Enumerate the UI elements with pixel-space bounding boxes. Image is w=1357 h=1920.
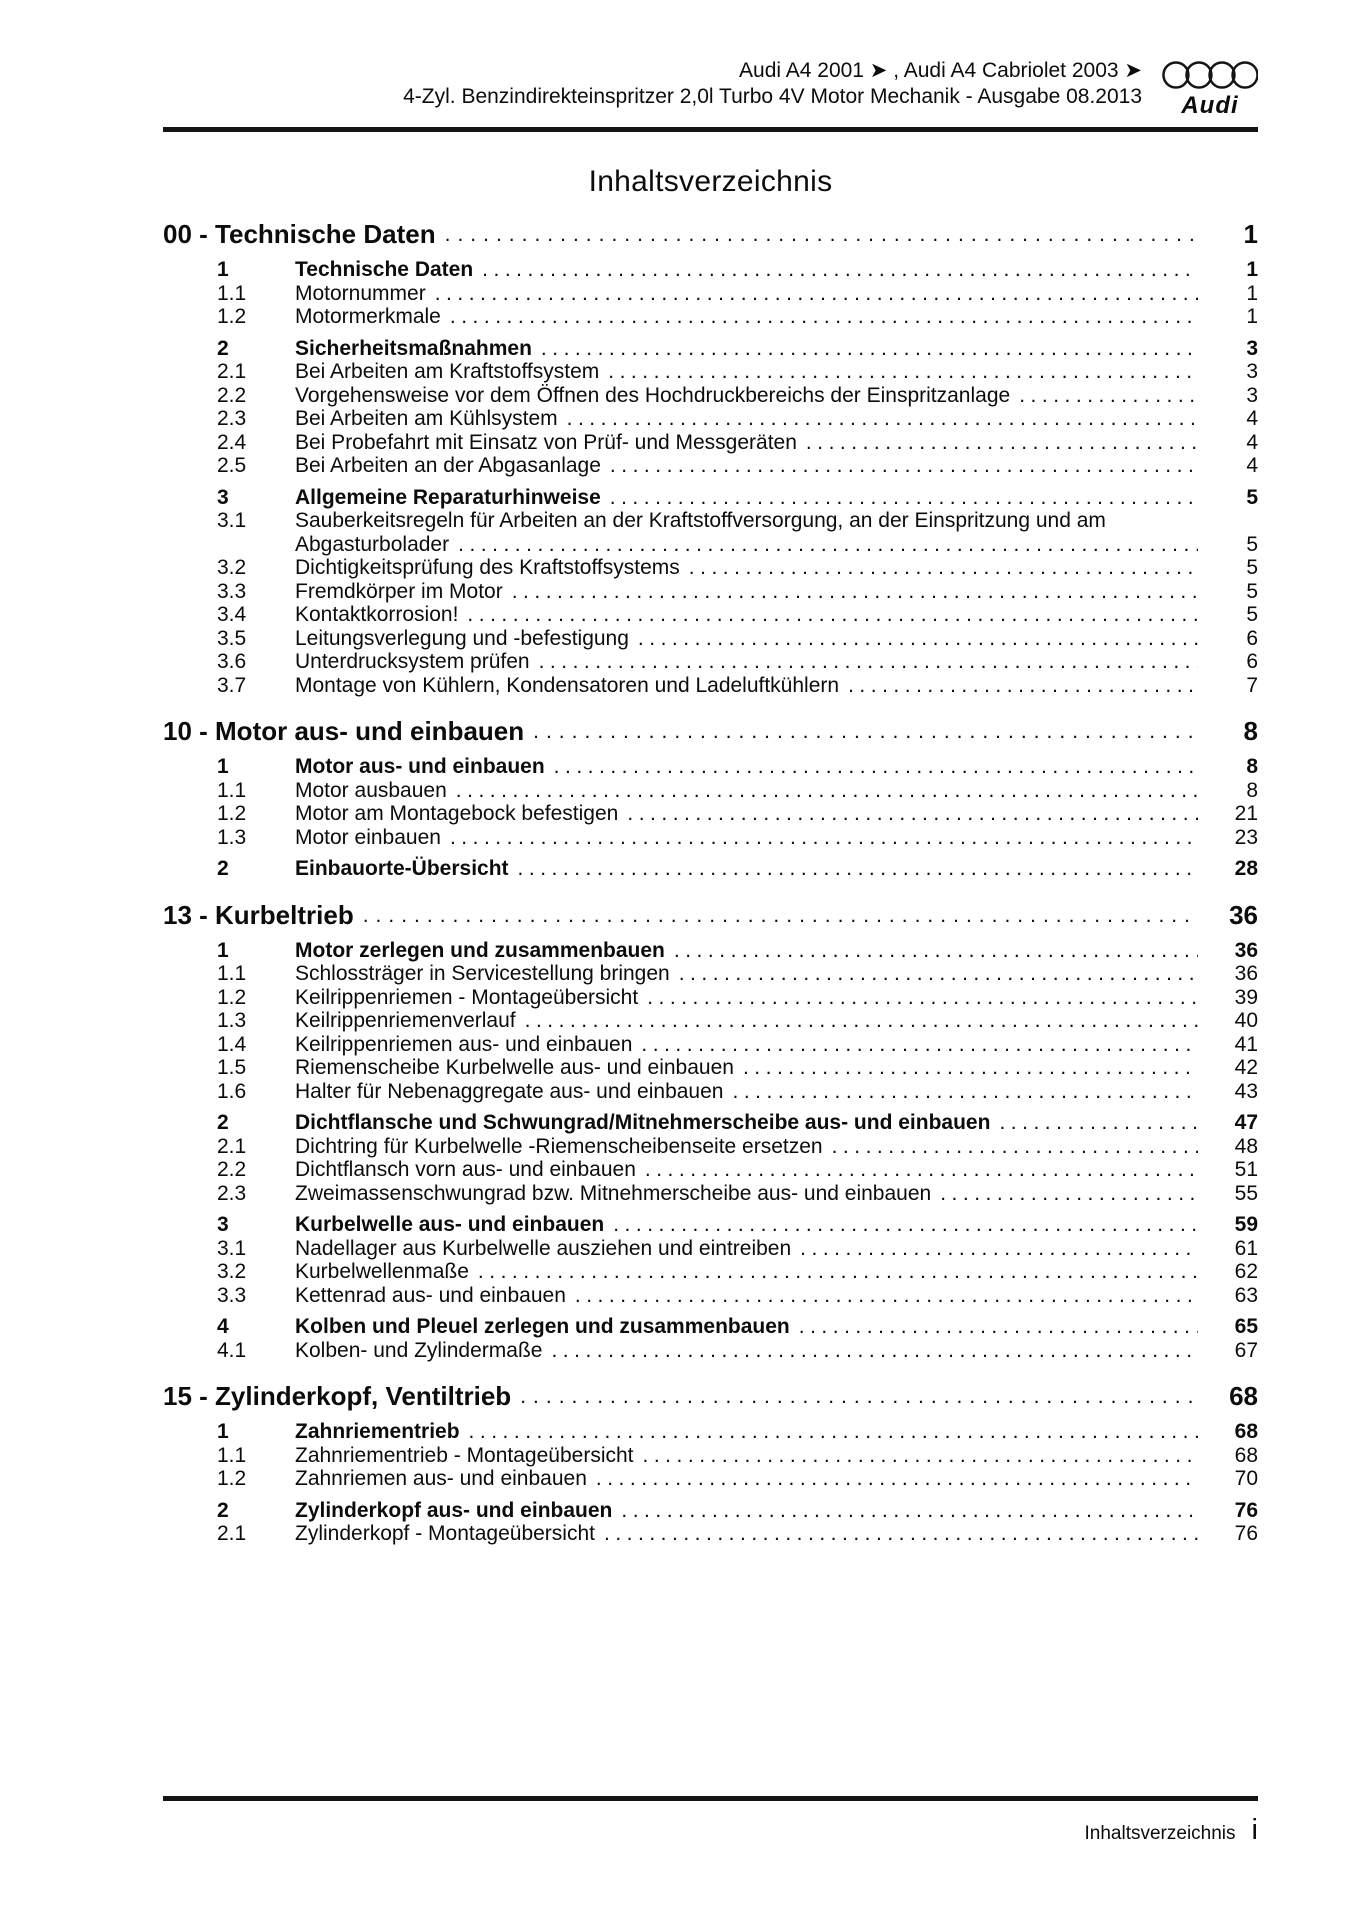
toc-entry-page: 3 (1246, 336, 1258, 360)
footer-section-label: Inhaltsverzeichnis (1084, 1823, 1236, 1844)
toc-entry-number: 1.2 (217, 305, 247, 328)
toc-entry (163, 779, 1258, 803)
toc-entry-title: Motor ausbauen (295, 778, 447, 802)
toc-entry-title: Schlossträger in Servicestellung bringen (295, 962, 670, 985)
toc-entry-number: 2.2 (217, 383, 247, 407)
dot-leader (445, 217, 1198, 250)
toc-entry-title: Dichtflansch vorn aus- und einbauen (295, 1158, 636, 1181)
toc-entry-title: Montage von Kühlern, Kondensatoren und Ladeluftkühlern (295, 673, 840, 697)
toc-entry-page: 5 (1246, 579, 1258, 603)
toc-entry (163, 1237, 1258, 1261)
toc-entry-number: 4 (217, 1315, 229, 1338)
dot-leader (643, 1444, 1198, 1468)
toc-entry-title: Kolben- und Zylindermaße (295, 1338, 543, 1362)
toc-entry-title: Nadellager aus Kurbelwelle ausziehen und eintreiben (295, 1236, 792, 1260)
toc-entry (163, 1260, 1258, 1284)
toc-entry-page: 68 (1234, 1420, 1258, 1443)
toc-entry-number: 1.4 (217, 1032, 247, 1056)
dot-leader (450, 305, 1198, 329)
toc-entry-page: 5 (1246, 556, 1258, 579)
toc-entry-title: Kettenrad aus- und einbauen (295, 1283, 566, 1307)
toc (163, 217, 1258, 1546)
toc-entry (163, 337, 1258, 361)
toc-entry-number: 3.7 (217, 673, 247, 697)
toc-entry (163, 627, 1258, 651)
dot-leader (539, 650, 1198, 674)
toc-entry-page: 36 (1234, 938, 1258, 962)
page-footer (1085, 1814, 1258, 1847)
toc-entry-number: 1 (217, 755, 229, 778)
toc-entry-page: 3 (1246, 360, 1258, 383)
toc-chapter-page: 68 (1229, 1381, 1258, 1411)
toc-entry-number: 1.3 (217, 1009, 247, 1032)
dot-leader (832, 1135, 1198, 1159)
toc-entry-page: 28 (1234, 857, 1258, 880)
footer-page-number: i (1251, 1814, 1258, 1846)
header-line1: Audi A4 2001 ➤ , Audi A4 Cabriolet 2003 ➤ (739, 59, 1142, 82)
toc-entry-title: Leitungsverlegung und -befestigung (295, 626, 629, 650)
dot-leader (554, 755, 1198, 779)
toc-entry-title: Motor am Montagebock befestigen (295, 802, 619, 825)
toc-entry (163, 454, 1258, 478)
toc-entry (163, 258, 1258, 282)
dot-leader (525, 1009, 1198, 1033)
dot-leader (645, 1158, 1198, 1182)
toc-entry-number: 1.1 (217, 281, 247, 305)
toc-entry-page: 39 (1234, 985, 1258, 1009)
toc-entry-number: 3.3 (217, 579, 247, 603)
toc-chapter-page: 1 (1243, 219, 1258, 249)
toc-entry-number: 2 (217, 1111, 229, 1134)
toc-entry-number: 3.3 (217, 1283, 247, 1307)
toc-entry-title: Motor einbauen (295, 825, 441, 849)
toc-entry-title: Zylinderkopf - Montageübersicht (295, 1522, 595, 1545)
toc-chapter-row (163, 1379, 1258, 1412)
toc-entry-page: 23 (1234, 825, 1258, 849)
toc-entry-number: 1 (217, 938, 229, 962)
toc-entry-number: 2.3 (217, 407, 247, 430)
toc-entry-number: 1.1 (217, 778, 247, 802)
toc-entry (163, 603, 1258, 627)
toc-entry-title: Motor aus- und einbauen (295, 755, 545, 778)
toc-entry (163, 755, 1258, 779)
toc-entry-title: Dichtflansche und Schwungrad/Mitnehmerscheibe aus- und einbauen (295, 1111, 991, 1134)
audi-wordmark: Audi (1181, 92, 1239, 119)
toc-entry-title: Fremdkörper im Motor (295, 579, 503, 603)
toc-entry-page: 6 (1246, 650, 1258, 673)
toc-entry (163, 1213, 1258, 1237)
toc-entry-title: Zahnriementrieb (295, 1420, 460, 1443)
toc-entry (163, 1315, 1258, 1339)
toc-entry-number: 2.1 (217, 1522, 247, 1545)
toc-entry-number: 3 (217, 1213, 229, 1236)
toc-entry-title: Allgemeine Reparaturhinweise (295, 485, 601, 509)
dot-leader (638, 627, 1198, 651)
toc-entry-page: 76 (1234, 1498, 1258, 1522)
toc-entry-number: 1.2 (217, 802, 247, 825)
dot-leader (799, 1315, 1198, 1339)
dot-leader (627, 802, 1198, 826)
toc-entry (163, 1056, 1258, 1080)
toc-entry-title: Halter für Nebenaggregate aus- und einbauen (295, 1079, 724, 1103)
dot-leader (679, 962, 1198, 986)
toc-entry-title: Zahnriementrieb - Montageübersicht (295, 1443, 634, 1467)
page-title: Inhaltsverzeichnis (588, 165, 833, 198)
toc-entry-number: 2.5 (217, 454, 247, 477)
header-model-info (403, 58, 1142, 110)
toc-entry-title: Sicherheitsmaßnahmen (295, 336, 532, 360)
toc-entry-title: Dichtring für Kurbelwelle -Riemenscheibenseite ersetzen (295, 1134, 823, 1158)
toc-entry-number: 1.6 (217, 1079, 247, 1103)
dot-leader (533, 714, 1198, 747)
toc-entry-page: 8 (1246, 755, 1258, 778)
toc-entry-title: Motor zerlegen und zusammenbauen (295, 938, 665, 962)
toc-entry-page: 76 (1234, 1522, 1258, 1545)
toc-entry-number: 2 (217, 857, 229, 880)
dot-leader (848, 674, 1198, 698)
toc-entry-title: Technische Daten (295, 258, 474, 281)
toc-entry-number: 1.1 (217, 962, 247, 985)
toc-entry (163, 580, 1258, 604)
toc-entry (163, 1499, 1258, 1523)
toc-entry (163, 1009, 1258, 1033)
toc-entry-page: 5 (1246, 532, 1258, 556)
dot-leader (518, 857, 1198, 881)
toc-entry-page: 8 (1246, 778, 1258, 802)
toc-entry-title: Dichtigkeitsprüfung des Kraftstoffsystems (295, 556, 680, 579)
toc-entry-page: 43 (1234, 1079, 1258, 1103)
dot-leader (478, 1260, 1198, 1284)
toc-entry-page: 3 (1246, 383, 1258, 407)
toc-entry-page: 51 (1234, 1158, 1258, 1181)
audi-rings-icon (1162, 58, 1258, 92)
dot-leader (610, 486, 1198, 510)
toc-entry (163, 384, 1258, 408)
toc-entry (163, 1420, 1258, 1444)
toc-entry-number: 2 (217, 336, 229, 360)
toc-entry (163, 650, 1258, 674)
toc-entry (163, 305, 1258, 329)
toc-entry-title: Vorgehensweise vor dem Öffnen des Hochdruckbereichs der Einspritzanlage (295, 383, 1011, 407)
toc-entry (163, 1182, 1258, 1206)
toc-chapter-page: 36 (1229, 899, 1258, 930)
toc-entry-title: Einbauorte-Übersicht (295, 857, 509, 880)
dot-leader (363, 898, 1198, 931)
toc-entry (163, 1033, 1258, 1057)
toc-entry-page: 70 (1234, 1467, 1258, 1490)
toc-entry (163, 1080, 1258, 1104)
toc-entry-title: Abgasturbolader (295, 532, 450, 556)
toc-entry-title: Motornummer (295, 281, 426, 305)
toc-entry-number: 2 (217, 1498, 229, 1522)
dot-leader (743, 1056, 1198, 1080)
toc-entry-number: 1.5 (217, 1056, 247, 1079)
toc-entry-page: 67 (1234, 1338, 1258, 1362)
toc-entry (163, 1158, 1258, 1182)
toc-entry-number: 1.3 (217, 825, 247, 849)
dot-leader (469, 1420, 1198, 1444)
toc-entry-title: Riemenscheibe Kurbelwelle aus- und einbauen (295, 1056, 734, 1079)
toc-entry-title: Bei Arbeiten am Kraftstoffsystem (295, 360, 600, 383)
dot-leader (608, 360, 1198, 384)
toc-entry (163, 962, 1258, 986)
toc-chapter-label: 00 - Technische Daten (163, 219, 436, 249)
toc-entry (163, 674, 1258, 698)
toc-entry (163, 509, 1258, 533)
toc-entry-page: 4 (1246, 430, 1258, 454)
toc-entry-title: Zweimassenschwungrad bzw. Mitnehmerscheibe aus- und einbauen (295, 1181, 932, 1205)
dot-leader (596, 1467, 1198, 1491)
toc-entry-number: 3.4 (217, 603, 247, 626)
toc-entry-title: Kurbelwellenmaße (295, 1260, 469, 1283)
dot-leader (647, 986, 1198, 1010)
toc-entry-number: 2.4 (217, 430, 247, 454)
toc-entry-page: 40 (1234, 1009, 1258, 1032)
toc-entry (163, 939, 1258, 963)
toc-entry (163, 431, 1258, 455)
toc-entry-page: 1 (1246, 305, 1258, 328)
toc-entry-number: 2.3 (217, 1181, 247, 1205)
toc-entry-page: 4 (1246, 407, 1258, 430)
toc-entry-number: 3.5 (217, 626, 247, 650)
toc-entry-page: 68 (1234, 1443, 1258, 1467)
toc-entry-title: Kontaktkorrosion! (295, 603, 459, 626)
dot-leader (1019, 384, 1198, 408)
toc-entry-title: Kurbelwelle aus- und einbauen (295, 1213, 605, 1236)
footer-divider (163, 1796, 1258, 1801)
toc-entry-page: 59 (1234, 1213, 1258, 1236)
toc-entry-number: 1 (217, 1420, 229, 1443)
toc-entry-page: 1 (1246, 258, 1258, 281)
dot-leader (610, 454, 1198, 478)
toc-entry-number: 3 (217, 485, 229, 509)
toc-entry (163, 486, 1258, 510)
toc-chapter-row (163, 714, 1258, 747)
toc-entry (163, 1467, 1258, 1491)
toc-chapter-label: 15 - Zylinderkopf, Ventiltrieb (163, 1381, 512, 1411)
toc-entry-page: 7 (1246, 673, 1258, 697)
toc-entry-page: 5 (1246, 603, 1258, 626)
toc-entry-page: 47 (1234, 1111, 1258, 1134)
toc-entry-title: Zahnriemen aus- und einbauen (295, 1467, 587, 1490)
toc-entry (163, 360, 1258, 384)
toc-entry-page: 6 (1246, 626, 1258, 650)
toc-entry-number: 3.2 (217, 1260, 247, 1283)
toc-chapter-page: 8 (1243, 716, 1258, 746)
dot-leader (435, 282, 1198, 306)
toc-entry-number: 1.2 (217, 1467, 247, 1490)
toc-entry-number: 2.1 (217, 360, 247, 383)
toc-entry-page: 62 (1234, 1260, 1258, 1283)
toc-entry (163, 556, 1258, 580)
toc-entry-page: 5 (1246, 485, 1258, 509)
toc-entry-title: Sauberkeitsregeln für Arbeiten an der Kraftstoffversorgung, an der Einspritzung und am (295, 509, 1106, 532)
toc-entry-title: Bei Probefahrt mit Einsatz von Prüf- und Messgeräten (295, 430, 797, 454)
toc-entry-page: 21 (1234, 802, 1258, 825)
header-divider (163, 127, 1258, 132)
toc-entry-title: Keilrippenriemen - Montageübersicht (295, 985, 639, 1009)
toc-entry (163, 826, 1258, 850)
dot-leader (641, 1033, 1198, 1057)
dot-leader (999, 1111, 1198, 1135)
toc-chapter-label: 10 - Motor aus- und einbauen (163, 716, 525, 746)
dot-leader (467, 603, 1198, 627)
toc-entry-number: 2.1 (217, 1134, 247, 1158)
dot-leader (806, 431, 1198, 455)
dot-leader (458, 533, 1198, 557)
dot-leader (689, 556, 1198, 580)
dot-leader (482, 258, 1198, 282)
toc-entry (163, 802, 1258, 826)
dot-leader (567, 407, 1198, 431)
dot-leader (674, 939, 1198, 963)
toc-entry-title: Bei Arbeiten an der Abgasanlage (295, 454, 601, 477)
toc-entry (163, 857, 1258, 881)
page-header (163, 58, 1258, 120)
toc-entry-page: 4 (1246, 454, 1258, 477)
toc-entry-number: 1.2 (217, 985, 247, 1009)
toc-entry-number: 3.6 (217, 650, 247, 673)
toc-entry-number: 3.1 (217, 1236, 247, 1260)
toc-entry-title: Keilrippenriemen aus- und einbauen (295, 1032, 633, 1056)
header-line2: 4-Zyl. Benzindirekteinspritzer 2,0l Turbo 4V Motor Mechanik - Ausgabe 08.2013 (403, 85, 1142, 108)
toc-entry-page: 55 (1234, 1181, 1258, 1205)
toc-entry-title: Unterdrucksystem prüfen (295, 650, 530, 673)
toc-entry-page: 65 (1234, 1315, 1258, 1338)
toc-entry-number: 1 (217, 258, 229, 281)
toc-entry-title: Keilrippenriemenverlauf (295, 1009, 516, 1032)
dot-leader (604, 1522, 1198, 1546)
toc-entry (163, 1135, 1258, 1159)
dot-leader (613, 1213, 1198, 1237)
dot-leader (541, 337, 1198, 361)
dot-leader (551, 1339, 1198, 1363)
toc-chapter-row (163, 217, 1258, 250)
toc-entry-continuation (163, 533, 1258, 557)
dot-leader (800, 1237, 1198, 1261)
toc-entry-page: 63 (1234, 1283, 1258, 1307)
toc-entry (163, 407, 1258, 431)
toc-entry-title: Zylinderkopf aus- und einbauen (295, 1498, 613, 1522)
toc-entry-page: 48 (1234, 1134, 1258, 1158)
toc-entry-number: 1.1 (217, 1443, 247, 1467)
dot-leader (512, 580, 1198, 604)
dot-leader (450, 826, 1198, 850)
toc-entry-number: 3.1 (217, 509, 247, 532)
toc-entry (163, 1339, 1258, 1363)
toc-entry (163, 986, 1258, 1010)
toc-entry-number: 3.2 (217, 556, 247, 579)
toc-entry-page: 1 (1246, 281, 1258, 305)
toc-entry-page: 36 (1234, 962, 1258, 985)
dot-leader (732, 1080, 1198, 1104)
toc-chapter-row (163, 898, 1258, 931)
toc-entry-title: Motormerkmale (295, 305, 441, 328)
toc-entry-page: 42 (1234, 1056, 1258, 1079)
toc-entry-title: Kolben und Pleuel zerlegen und zusammenbauen (295, 1315, 790, 1338)
dot-leader (456, 779, 1198, 803)
audi-logo (1162, 58, 1258, 120)
toc-entry-page: 61 (1234, 1236, 1258, 1260)
toc-entry (163, 1522, 1258, 1546)
toc-entry-title: Bei Arbeiten am Kühlsystem (295, 407, 558, 430)
toc-entry (163, 1284, 1258, 1308)
toc-entry (163, 1111, 1258, 1135)
dot-leader (520, 1379, 1198, 1412)
dot-leader (621, 1499, 1198, 1523)
dot-leader (575, 1284, 1198, 1308)
toc-entry-number: 4.1 (217, 1338, 247, 1362)
toc-entry (163, 1444, 1258, 1468)
dot-leader (940, 1182, 1198, 1206)
toc-entry (163, 282, 1258, 306)
toc-entry-number: 2.2 (217, 1158, 247, 1181)
toc-entry-page: 41 (1234, 1032, 1258, 1056)
toc-chapter-label: 13 - Kurbeltrieb (163, 899, 354, 930)
